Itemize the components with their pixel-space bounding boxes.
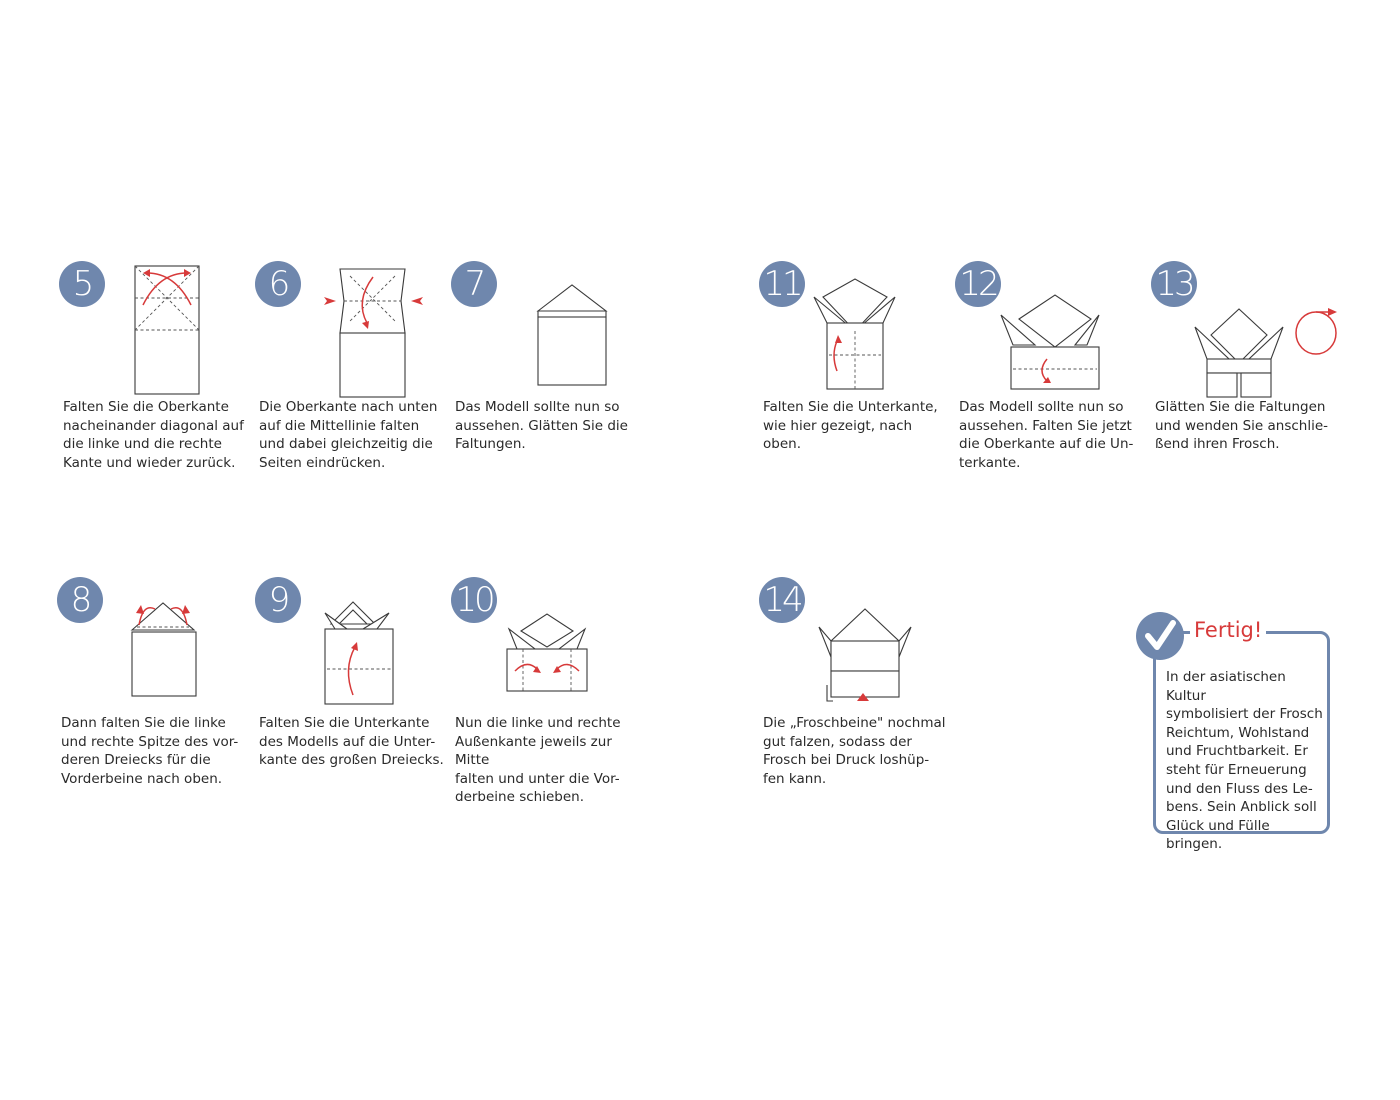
step-number-badge: 6: [255, 261, 301, 307]
step-instruction: Falten Sie die Oberkante nacheinander diagonal auf die linke und die rechte Kante und wieder zurück.: [63, 399, 244, 471]
step-number-badge: 5: [59, 261, 105, 307]
step-9-illustration: [255, 577, 445, 717]
step-8-illustration: [57, 577, 247, 717]
step-number-badge: 9: [255, 577, 301, 623]
step-14-illustration: [759, 577, 949, 717]
step-10-illustration: [451, 577, 641, 717]
step-12-illustration: [955, 261, 1145, 401]
step-11-illustration: [759, 261, 949, 401]
step-number-badge: 7: [451, 261, 497, 307]
step-13-illustration: [1151, 261, 1341, 401]
step-9: [255, 577, 445, 817]
step-11: [759, 261, 949, 501]
step-instruction: Das Modell sollte nun so aussehen. Falten Sie jetzt die Oberkante auf die Un- terkante.: [959, 399, 1134, 471]
step-number-badge: 11: [759, 261, 805, 307]
checkmark-icon: [1136, 612, 1184, 660]
step-6-illustration: [255, 261, 445, 401]
step-number-badge: 13: [1151, 261, 1197, 307]
step-number-badge: 10: [451, 577, 497, 623]
step-instruction: Falten Sie die Unterkante des Modells auf die Unter- kante des großen Dreiecks.: [259, 715, 444, 769]
step-7: [451, 261, 641, 501]
step-13: [1151, 261, 1341, 501]
step-7-illustration: [451, 261, 641, 401]
step-6: [255, 261, 445, 501]
step-10: [451, 577, 641, 817]
done-title: Fertig!: [1190, 618, 1266, 642]
done-text: In der asiatischen Kultur symbolisiert der Frosch Reichtum, Wohlstand und Fruchtbarkeit. Er steht für Erneuerung und den Fluss des Le- bens. Sein Anblick soll Glück und Fülle bringen.: [1166, 669, 1323, 853]
step-8: [57, 577, 247, 817]
step-instruction: Nun die linke und rechte Außenkante jeweils zur Mitte falten und unter die Vor- derbeine schieben.: [455, 715, 621, 806]
step-number-badge: 14: [759, 577, 805, 623]
step-5: [59, 261, 249, 501]
step-14: [759, 577, 949, 817]
step-5-illustration: [59, 261, 249, 401]
step-number-badge: 8: [57, 577, 103, 623]
step-instruction: Glätten Sie die Faltungen und wenden Sie anschlie- ßend ihren Frosch.: [1155, 399, 1329, 453]
step-number-badge: 12: [955, 261, 1001, 307]
step-instruction: Dann falten Sie die linke und rechte Spitze des vor- deren Dreiecks für die Vorderbeine nach oben.: [61, 715, 239, 787]
step-instruction: Die Oberkante nach unten auf die Mittellinie falten und dabei gleichzeitig die Seiten eindrücken.: [259, 399, 438, 471]
step-instruction: Falten Sie die Unterkante, wie hier gezeigt, nach oben.: [763, 399, 938, 453]
step-instruction: Die „Froschbeine" nochmal gut falzen, sodass der Frosch bei Druck loshüp- fen kann.: [763, 715, 946, 787]
step-instruction: Das Modell sollte nun so aussehen. Glätten Sie die Faltungen.: [455, 399, 628, 453]
step-12: [955, 261, 1145, 501]
